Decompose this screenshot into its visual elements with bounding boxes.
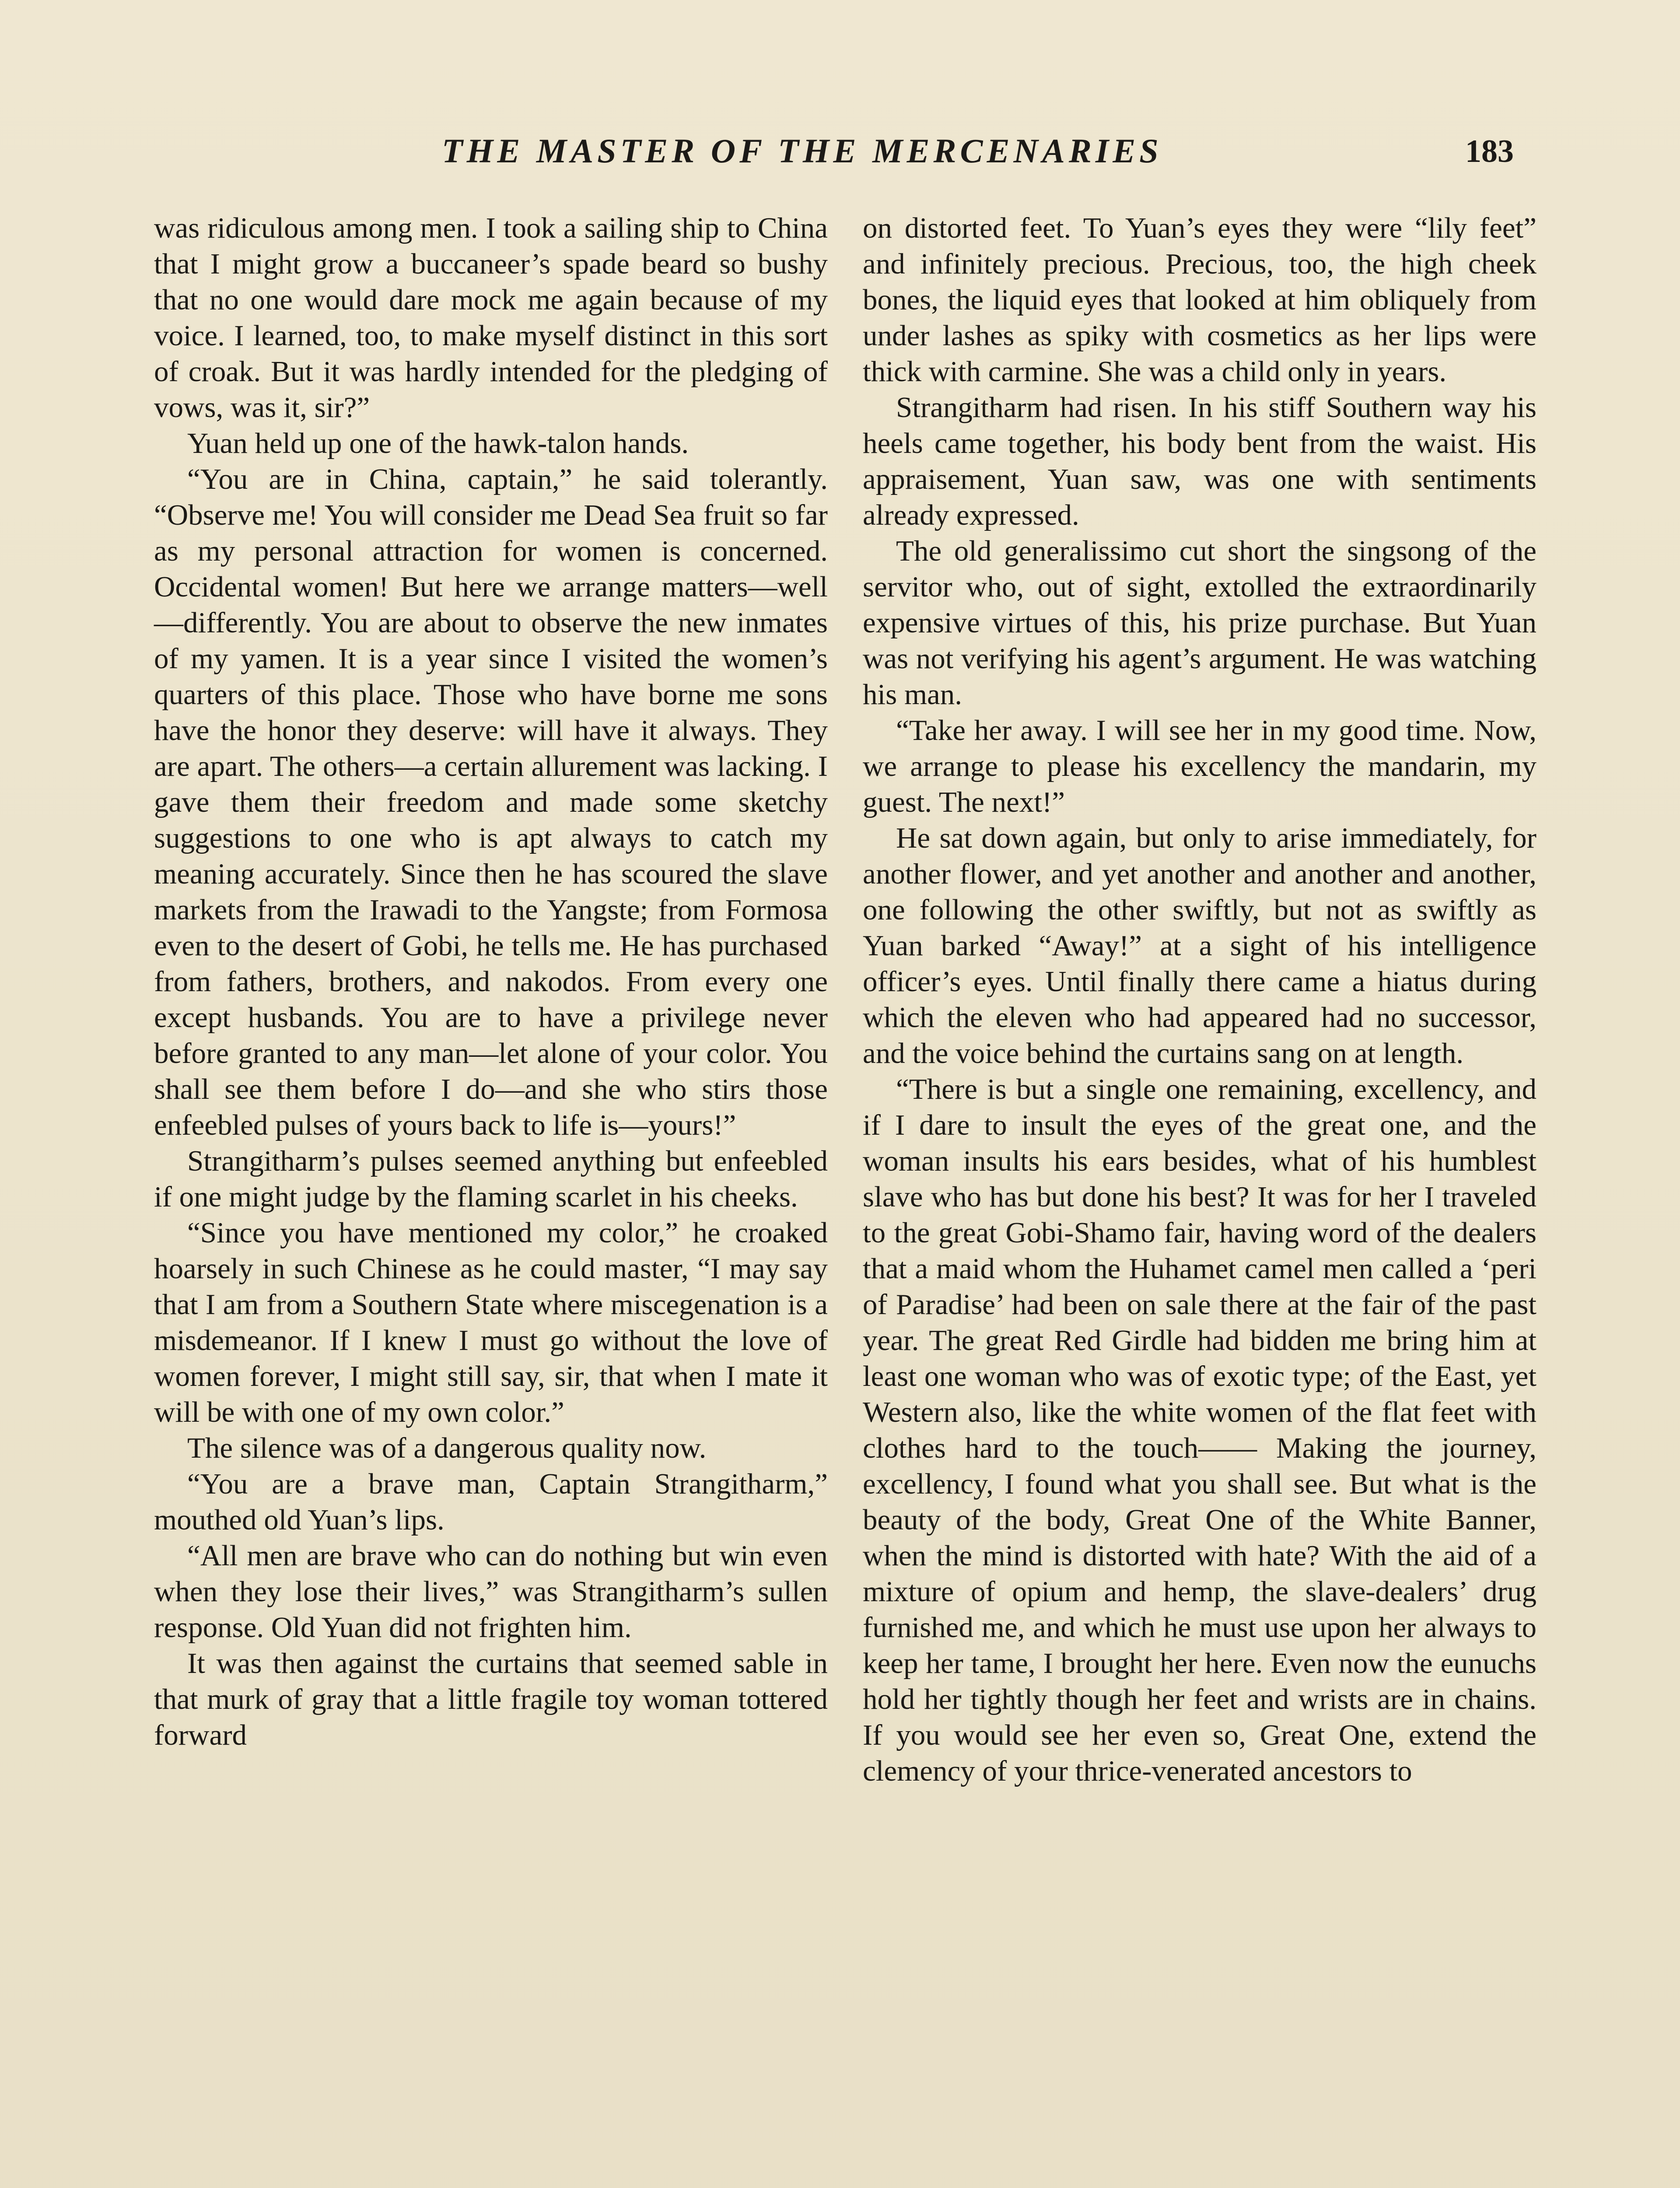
paragraph: was ridiculous among men. I took a sailing ship to China that I might grow a buccaneer’s spade beard so bushy that no one would dare mock me again because of my voice. I learned, too, to make myself distinct in this sort of croak. But it was hardly intended for the pledging of vows, was it, sir?” [154, 212, 828, 424]
page-number: 183 [1465, 133, 1514, 169]
paragraph: “There is but a single one remaining, excellency, and if I dare to insult the eyes of the great one, and the woman insults his ears besides, what of his humblest slave who has but done his best? It was for her I traveled to the great Gobi-Shamo fair, having word of the dealers that a maid whom the Huhamet camel men called a ‘peri of Paradise’ had been on sale there at the fair of the past year. The great Red Girdle had bidden me bring him at least one woman who was of exotic type; of the East, yet Western also, like the white women of the flat feet with clothes hard to the touch—— Making the journey, excellency, I found what you shall see. But what is the beauty of the body, Great One of the White Banner, when the mind is distorted with hate? With the aid of a mixture of opium and hemp, the slave-dealers’ drug furnished me, and which he must use upon her always to keep her tame, I brought her here. Even now the eunuchs hold her tightly though her feet and wrists are in chains. If you would see her even so, Great One, extend the clemency of your thrice-venerated ancestors to [863, 1073, 1536, 1787]
paragraph: The silence was of a dangerous quality now. [187, 1432, 707, 1464]
paragraph: The old generalissimo cut short the singsong of the servitor who, out of sight, extolled the extraordinarily expensive virtues of this, his prize purchase. But Yuan was not verifying his agent’s argument. He was watching his man. [863, 535, 1536, 711]
right-column [863, 210, 1536, 1789]
paragraph: on distorted feet. To Yuan’s eyes they were “lily feet” and infinitely precious. Precious, too, the high cheek bones, the liquid eyes that looked at him obliquely from under lashes as spiky with cosmetics as her lips were thick with carmine. She was a child only in years. [863, 212, 1536, 388]
paragraph: Strangitharm had risen. In his stiff Southern way his heels came together, his body bent from the waist. His appraisement, Yuan saw, was one with sentiments already expressed. [863, 391, 1536, 531]
running-title: THE MASTER OF THE MERCENARIES [442, 132, 1162, 170]
paragraph: “All men are brave who can do nothing but win even when they lose their lives,” was Strangitharm’s sullen response. Old Yuan did not frighten him. [154, 1539, 828, 1644]
running-header [144, 131, 1544, 179]
paragraph: Yuan held up one of the hawk-talon hands. [187, 427, 689, 459]
paragraph: Strangitharm’s pulses seemed anything but enfeebled if one might judge by the flaming scarlet in his cheeks. [154, 1145, 828, 1213]
paragraph: “Take her away. I will see her in my good time. Now, we arrange to please his excellency the mandarin, my guest. The next!” [863, 714, 1536, 818]
paragraph: “You are in China, captain,” he said tolerantly. “Observe me! You will consider me Dead Sea fruit so far as my personal attraction for women is concerned. Occidental women! But here we arrange matters—well—differently. You are about to observe the new inmates of my yamen. It is a year since I visited the women’s quarters of this place. Those who have borne me sons have the honor they deserve: will have it always. They are apart. The others—a certain allurement was lacking. I gave them their freedom and made some sketchy suggestions to one who is apt always to catch my meaning accurately. Since then he has scoured the slave markets from the Irawadi to the Yangste; from Formosa even to the desert of Gobi, he tells me. He has purchased from fathers, brothers, and nakodos. From every one except husbands. You are to have a privilege never before granted to any man—let alone of your color. You shall see them before I do—and she who stirs those enfeebled pulses of yours back to life is—yours!” [154, 463, 828, 1141]
paragraph: “Since you have mentioned my color,” he croaked hoarsely in such Chinese as he could master, “I may say that I am from a Southern State where miscegenation is a misdemeanor. If I knew I must go without the love of women forever, I might still say, sir, that when I mate it will be with one of my own color.” [154, 1217, 828, 1428]
paragraph: He sat down again, but only to arise immediately, for another flower, and yet another and another and another, one following the other swiftly, but not as swiftly as Yuan barked “Away!” at a sight of his intelligence officer’s eyes. Until finally there came a hiatus during which the eleven who had appeared had no successor, and the voice behind the curtains sang on at length. [863, 822, 1536, 1069]
paragraph: It was then against the curtains that seemed sable in that murk of gray that a little fragile toy woman tottered forward [154, 1647, 828, 1751]
paragraph: “You are a brave man, Captain Strangitharm,” mouthed old Yuan’s lips. [154, 1468, 828, 1536]
left-column [154, 210, 828, 1753]
